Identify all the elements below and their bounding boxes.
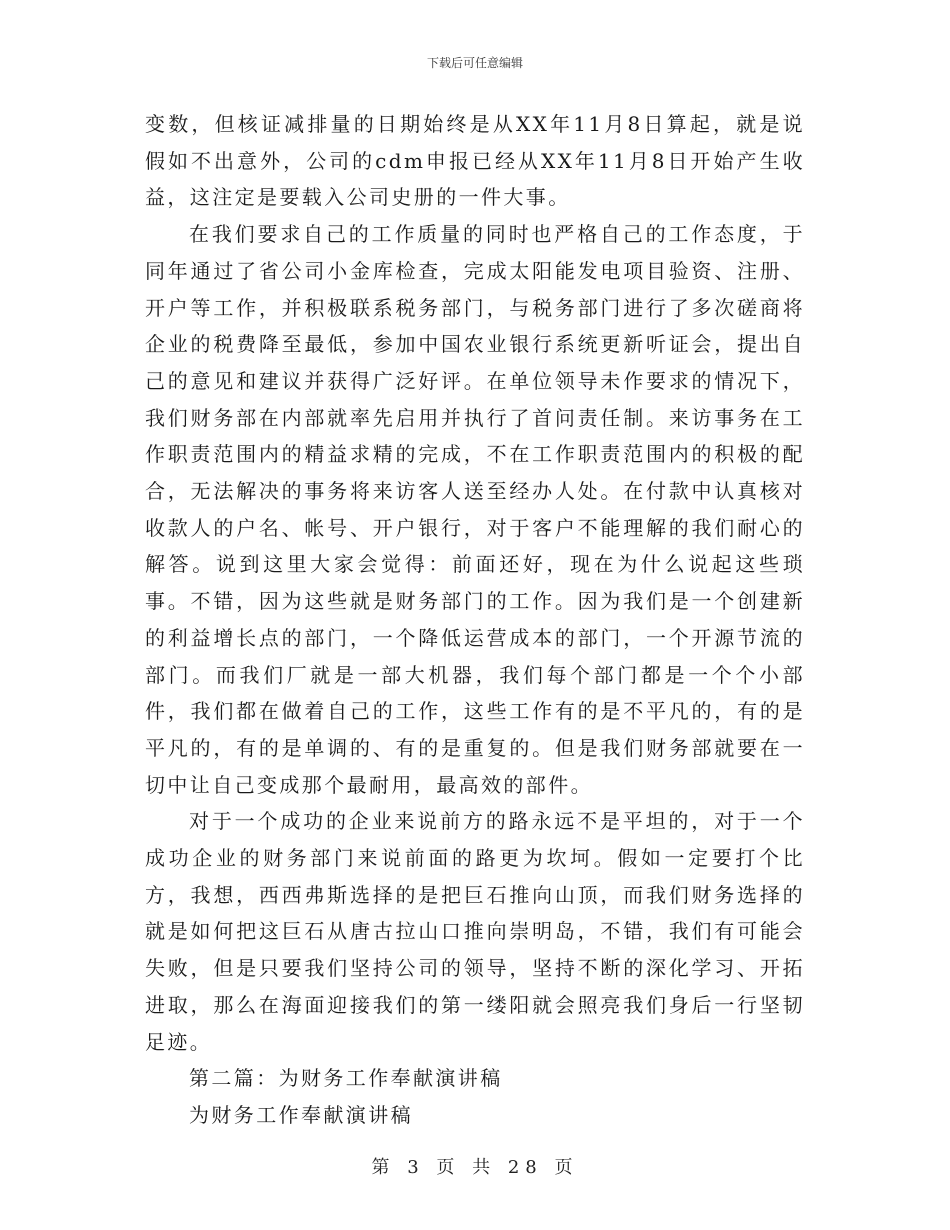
paragraph-work-attitude: 在我们要求自己的工作质量的同时也严格自己的工作态度，于同年通过了省公司小金库检查，完成太阳能发电项目验资、注册、开户等工作，并积极联系税务部门，与税务部门进行了多次磋商将企业的税费降至最低，参加中国农业银行系统更新听证会，提出自己的意见和建议并获得广泛好评。在单位领导未作要求的情况下，我们财务部在内部就率先启用并执行了首问责任制。来访事务在工作职责范围内的精益求精的完成，不在工作职责范围内的积极的配合，无法解决的事务将来访客人送至经办人处。在付款中认真核对收款人的户名、帐号、开户银行，对于客户不能理解的我们耐心的解答。说到这里大家会觉得：前面还好，现在为什么说起这些琐事。不错，因为这些就是财务部门的工作。因为我们是一个创建新的利益增长点的部门，一个降低运营成本的部门，一个开源节流的部门。而我们厂就是一部大机器，我们每个部门都是一个个小部件，我们都在做着自己的工作，这些工作有的是不平凡的，有的是平凡的，有的是单调的、有的是重复的。但是我们财务部就要在一切中让自己变成那个最耐用，最高效的部件。 — [145, 222, 805, 797]
speech-title: 为财务工作奉献演讲稿 — [189, 1102, 413, 1127]
paragraph-future-road: 对于一个成功的企业来说前方的路永远不是平坦的，对于一个成功企业的财务部门来说前面的路更为坎坷。假如一定要打个比方，我想，西西弗斯选择的是把巨石推向山顶，而我们财务选择的就是如何把这巨石从唐古拉山口推向崇明岛，不错，我们有可能会失败，但是只要我们坚持公司的领导，坚持不断的深化学习、开拓进取，那么在海面迎接我们的第一缕阳就会照亮我们身后一行坚韧足迹。 — [145, 809, 805, 1054]
paragraph-continuation: 变数，但核证减排量的日期始终是从XX年11月8日算起，就是说假如不出意外，公司的cdm申报已经从XX年11月8日开始产生收益，这注定是要载入公司史册的一件大事。 — [145, 112, 805, 210]
page-footer: 第 3 页 共 28 页 — [371, 1157, 579, 1178]
document-body — [145, 106, 805, 1134]
section-heading: 第二篇：为财务工作奉献演讲稿 — [189, 1066, 503, 1091]
page-header: 下载后可任意编辑 — [426, 56, 523, 70]
